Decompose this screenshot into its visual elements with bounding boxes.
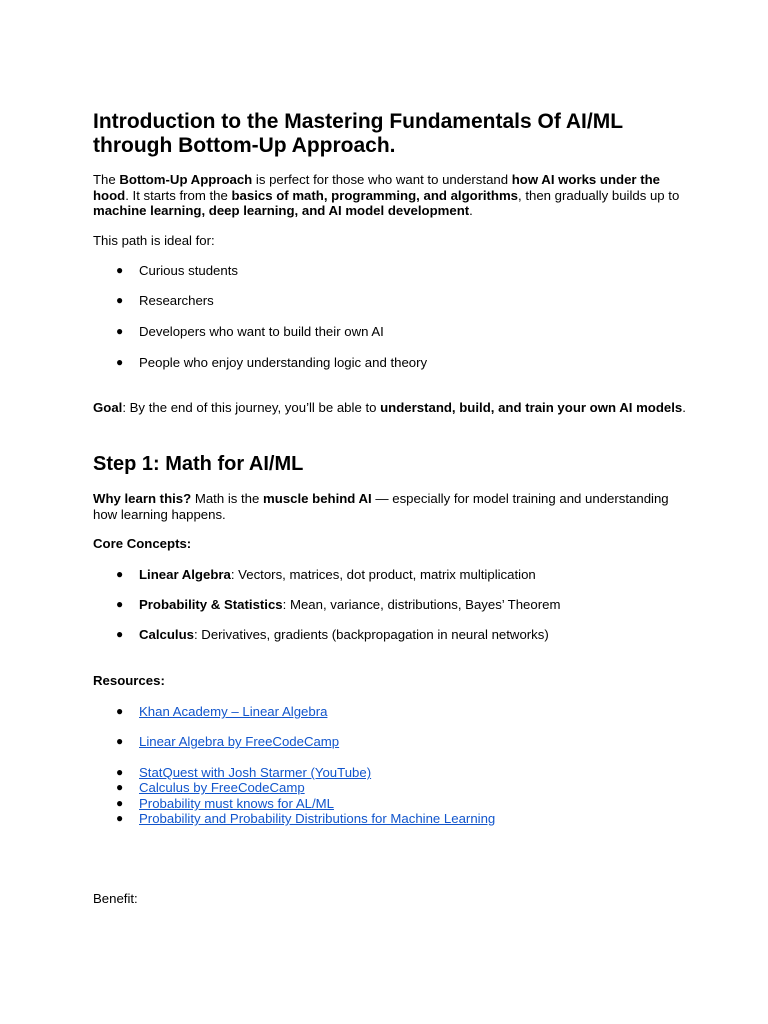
intro-text-3: . It starts from the <box>125 187 232 203</box>
bullet-icon: ● <box>116 780 124 794</box>
bullet-icon: ● <box>116 765 124 779</box>
list-item <box>116 811 496 827</box>
bullet-icon: ● <box>116 811 124 825</box>
goal-label: Goal <box>93 400 123 415</box>
list-item <box>116 796 334 812</box>
list-item: ● Probability & Statistics: Mean, variance, distributions, Bayes’ Theorem <box>116 597 561 612</box>
bullet-icon: ● <box>116 355 124 369</box>
bullet-icon: ● <box>116 293 124 307</box>
list-item <box>116 704 328 720</box>
goal-paragraph: Goal: By the end of this journey, you’ll be able to understand, build, and train your own AI models. <box>93 400 686 415</box>
intro-bold-3: basics of math, programming, and algorithms <box>231 187 519 203</box>
resource-link[interactable]: Linear Algebra by FreeCodeCamp <box>139 734 340 749</box>
list-item <box>116 734 340 750</box>
why-learn-paragraph: Why learn this? Math is the muscle behind AI — especially for model training and understanding how learning happens. <box>93 491 669 522</box>
list-item: ● Researchers <box>116 293 214 308</box>
intro-bold-1: Bottom-Up Approach <box>119 172 253 187</box>
intro-text-5: . <box>469 203 473 218</box>
intro-text-1: The <box>93 172 120 187</box>
resource-link[interactable]: Khan Academy – Linear Algebra <box>139 704 328 719</box>
resources-label: Resources: <box>93 673 165 688</box>
list-item: ● Linear Algebra: Vectors, matrices, dot product, matrix multiplication <box>116 567 536 582</box>
list-item: ● Calculus: Derivatives, gradients (backpropagation in neural networks) <box>116 627 549 642</box>
benefit-label: Benefit: <box>93 891 138 906</box>
bullet-icon: ● <box>116 597 124 611</box>
core-concepts-label: Core Concepts: <box>93 536 192 551</box>
list-item: ● Curious students <box>116 263 238 278</box>
why-learn-label: Why learn this? <box>93 491 192 506</box>
resource-link[interactable]: Probability and Probability Distributions for Machine Learning <box>139 811 496 826</box>
intro-text-2: is perfect for those who want to understand <box>252 172 512 187</box>
intro-bold-4: machine learning, deep learning, and AI model development <box>93 203 470 218</box>
bullet-icon: ● <box>116 734 124 748</box>
resource-link[interactable]: StatQuest with Josh Starmer (YouTube) <box>139 765 372 780</box>
bullet-icon: ● <box>116 796 124 810</box>
resource-link[interactable]: Probability must knows for AL/ML <box>139 796 334 811</box>
list-item <box>116 765 372 781</box>
intro-bold-2: how AI works under the hood <box>93 172 660 203</box>
document-title: Introduction to the Mastering Fundamentals Of AI/ML through Bottom-Up Approach. <box>93 110 623 157</box>
bullet-icon: ● <box>116 324 124 338</box>
intro-paragraph <box>93 172 693 219</box>
list-item <box>116 780 305 796</box>
step1-heading: Step 1: Math for AI/ML <box>93 453 304 475</box>
bullet-icon: ● <box>116 567 124 581</box>
bullet-icon: ● <box>116 704 124 718</box>
bullet-icon: ● <box>116 263 124 277</box>
list-item: ● People who enjoy understanding logic and theory <box>116 355 428 370</box>
resource-link[interactable]: Calculus by FreeCodeCamp <box>139 780 305 795</box>
intro-text-4: , then gradually builds up to <box>518 187 680 203</box>
list-item: ● Developers who want to build their own AI <box>116 324 384 339</box>
bullet-icon: ● <box>116 627 124 641</box>
ideal-for-label: This path is ideal for: <box>93 233 215 248</box>
